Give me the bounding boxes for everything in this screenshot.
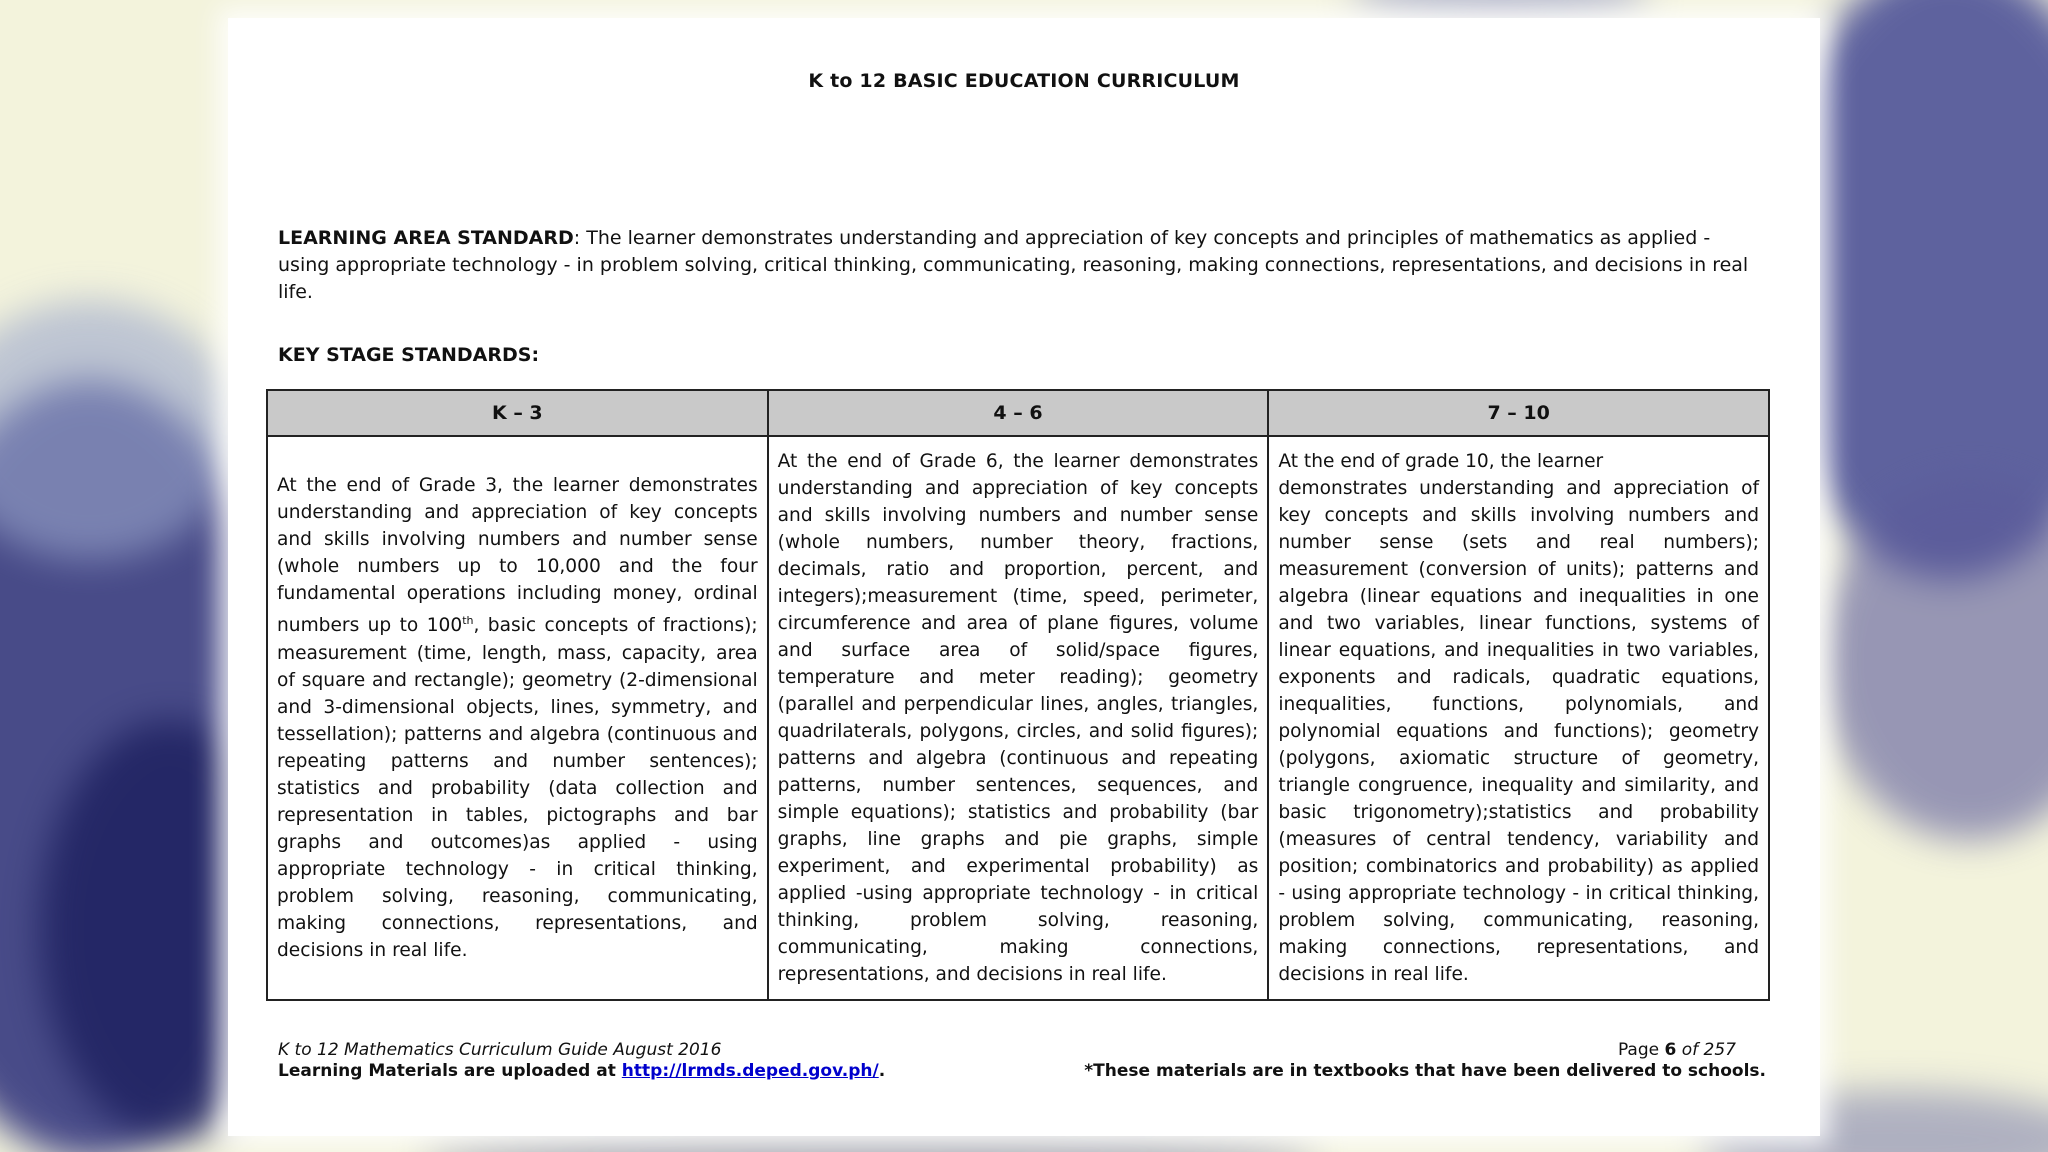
k3-text-1: At the end of Grade 3, the learner demonstrates understanding and appreciation of key concepts and skills involving numbers and number sense (whole numbers up to 10,000 and the four fundamental operations including money, ordinal numbers up to 100 bbox=[277, 475, 758, 637]
cell-4-6 bbox=[768, 436, 1269, 1000]
materials-prefix: Learning Materials are uploaded at bbox=[278, 1061, 622, 1081]
footer-materials bbox=[278, 1061, 885, 1082]
footer-right bbox=[1084, 1040, 1766, 1082]
table-row bbox=[267, 436, 1769, 1000]
learning-area-standard bbox=[278, 225, 1758, 306]
g710-first-line: At the end of grade 10, the learner bbox=[1278, 451, 1604, 472]
cell-k3 bbox=[267, 436, 768, 1000]
page-indicator bbox=[1084, 1040, 1766, 1061]
key-stage-table bbox=[266, 389, 1770, 1001]
page-number: 6 bbox=[1664, 1040, 1677, 1060]
footer-left bbox=[278, 1040, 885, 1082]
table-header-row bbox=[267, 390, 1769, 436]
materials-suffix: . bbox=[878, 1061, 886, 1081]
key-stage-heading: KEY STAGE STANDARDS: bbox=[278, 344, 540, 366]
cell-7-10 bbox=[1268, 436, 1769, 1000]
g710-text: demonstrates understanding and appreciation of key concepts and skills involving numbers and number sense (sets and real numbers); measurement (conversion of units); patterns and algebra (linear equations and inequalities in one and two variables, linear functions, systems of linear equations, and inequalities in two variables, exponents and radicals, quadratic equations, inequalities, functions, polynomials, and polynomial equations and functions); geometry (polygons, axiomatic structure of geometry, triangle congruence, inequality and similarity, and basic trigonometry);statistics and probability (measures of central tendency, variability and position; combinatorics and probability) as applied - using appropriate technology - in critical thinking, problem solving, communicating, reasoning, making connections, representations, and decisions in real life. bbox=[1278, 478, 1759, 985]
footer-note: *These materials are in textbooks that have been delivered to schools. bbox=[1084, 1061, 1766, 1081]
page-total: of 257 bbox=[1676, 1040, 1736, 1060]
document-title: K to 12 BASIC EDUCATION CURRICULUM bbox=[808, 70, 1240, 92]
document-page bbox=[228, 18, 1820, 1136]
lrmds-link[interactable]: http://lrmds.deped.gov.ph/ bbox=[621, 1061, 879, 1081]
header-7-10: 7 – 10 bbox=[1268, 390, 1769, 436]
header-k3: K – 3 bbox=[267, 390, 768, 436]
header-4-6: 4 – 6 bbox=[768, 390, 1269, 436]
las-text: : The learner demonstrates understanding and appreciation of key concepts and principles of mathematics as applied - using appropriate technology - in problem solving, critical thinking, communicating, reasoning, making connections, representations, and decisions in real life. bbox=[278, 227, 1749, 303]
k3-text-2: , basic concepts of fractions); measurement (time, length, mass, capacity, area of square and rectangle); geometry (2-dimensional and 3-dimensional objects, lines, symmetry, and tessellation); patterns and algebra (continuous and repeating patterns and number sentences); statistics and probability (data collection and representation in tables, pictographs and bar graphs and outcomes)as applied - using appropriate technology - in critical thinking, problem solving, reasoning, communicating, making connections, representations, and decisions in real life. bbox=[277, 615, 758, 961]
footer-guide: K to 12 Mathematics Curriculum Guide August 2016 bbox=[278, 1040, 722, 1060]
page-label: Page bbox=[1617, 1040, 1665, 1060]
las-label: LEARNING AREA STANDARD bbox=[278, 227, 574, 249]
k3-superscript: th bbox=[462, 614, 474, 628]
g46-text: At the end of Grade 6, the learner demonstrates understanding and appreciation of key concepts and skills involving numbers and number sense (whole numbers, number theory, fractions, decimals, ratio and proportion, percent, and integers);measurement (time, speed, perimeter, circumference and area of plane figures, volume and surface area of solid/space figures, temperature and meter reading); geometry (parallel and perpendicular lines, angles, triangles, quadrilaterals, polygons, circles, and solid figures); patterns and algebra (continuous and repeating patterns, number sentences, sequences, and simple equations); statistics and probability (bar graphs, line graphs and pie graphs, simple experiment, and experimental probability) as applied -using appropriate technology - in critical thinking, problem solving, reasoning, communicating, making connections, representations, and decisions in real life. bbox=[777, 451, 1259, 985]
